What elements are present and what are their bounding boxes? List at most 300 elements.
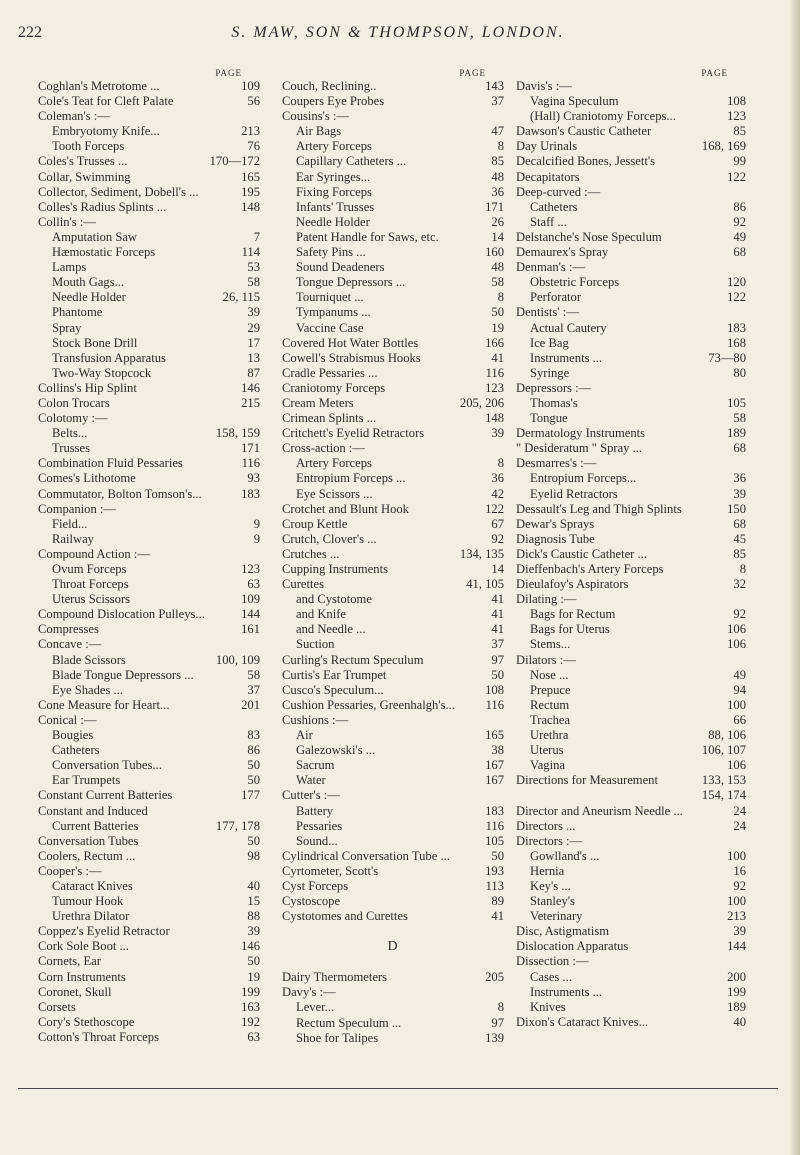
index-entry (38, 200, 260, 215)
entry-page: 106 (727, 758, 746, 773)
index-entry (516, 381, 746, 396)
index-entry (38, 502, 260, 517)
column-page-header: PAGE (701, 68, 728, 78)
index-entry (38, 668, 260, 683)
entry-label: Compound Action :— (38, 546, 150, 561)
entry-label: Cornets, Ear (38, 954, 101, 969)
entry-page: 37 (491, 637, 504, 652)
entry-page: 160 (485, 245, 504, 260)
index-entry (38, 864, 260, 879)
index-entry (38, 562, 260, 577)
entry-label: Nose ... (530, 667, 569, 682)
index-entry (38, 396, 260, 411)
entry-page: 122 (727, 169, 746, 184)
entry-label: Cole's Teat for Cleft Palate (38, 94, 174, 109)
entry-label: Infants' Trusses (296, 199, 375, 214)
index-entry (38, 834, 260, 849)
index-entry (38, 456, 260, 471)
entry-page: 122 (485, 501, 504, 516)
entry-label: Vagina (530, 758, 565, 773)
index-entry (38, 1030, 260, 1045)
index-entry (38, 487, 260, 502)
entry-label: Lamps (52, 260, 87, 275)
index-entry (516, 622, 746, 637)
index-entry (516, 879, 746, 894)
entry-label: Ice Bag (530, 335, 569, 350)
entry-page: 106 (727, 637, 746, 652)
entry-label: Tourniquet ... (296, 290, 364, 305)
entry-page: 133, 153 (701, 773, 746, 788)
entry-page: 116 (241, 456, 260, 471)
entry-page: 183 (485, 803, 504, 818)
index-entry (38, 139, 260, 154)
entry-label: Stanley's (530, 894, 575, 909)
entry-label: Eye Shades ... (52, 682, 123, 697)
index-entry (38, 305, 260, 320)
index-entry (282, 547, 504, 562)
entry-page: 92 (733, 214, 746, 229)
entry-label: (Hall) Craniotomy Forceps... (530, 109, 676, 124)
index-entry (516, 321, 746, 336)
entry-label: Shoe for Talipes (296, 1030, 379, 1045)
entry-label: and Cystotome (296, 592, 372, 607)
entry-label: Directions for Measurement (516, 773, 658, 788)
entry-page: 113 (485, 878, 504, 893)
entry-label: Crotchet and Blunt Hook (282, 501, 409, 516)
index-entry (516, 532, 746, 547)
entry-page: 114 (241, 245, 260, 260)
index-entry (516, 109, 746, 124)
column-page-header: PAGE (459, 68, 486, 78)
entry-page: 193 (485, 863, 504, 878)
index-entry (282, 879, 504, 894)
entry-label: Amputation Saw (52, 229, 138, 244)
entry-page: 171 (485, 199, 504, 214)
entry-page: 68 (733, 441, 746, 456)
entry-label: Companion :— (38, 501, 117, 516)
entry-label: Demaurex's Spray (516, 245, 609, 260)
index-entry (282, 637, 504, 652)
entry-label: Day Urinals (516, 139, 578, 154)
entry-label: Galezowski's ... (296, 743, 376, 758)
entry-page: 85 (733, 546, 746, 561)
entry-label: Combination Fluid Pessaries (38, 456, 183, 471)
index-entry (516, 124, 746, 139)
index-entry (282, 622, 504, 637)
index-entry (516, 426, 746, 441)
entry-page: 100 (727, 894, 746, 909)
index-entry (38, 532, 260, 547)
entry-label: Bags for Rectum (530, 607, 616, 622)
entry-label: Dermatology Instruments (516, 426, 646, 441)
entry-label: Ovum Forceps (52, 562, 127, 576)
entry-page: 108 (727, 94, 746, 109)
index-entry (38, 366, 260, 381)
index-entry (516, 985, 746, 1000)
entry-page: 165 (241, 169, 260, 184)
index-entry (516, 517, 746, 532)
entry-page: 205 (485, 970, 504, 985)
index-entry (282, 260, 504, 275)
entry-label: Coles's Trusses ... (38, 154, 128, 169)
entry-label: Safety Pins ... (296, 245, 366, 260)
entry-page: 50 (247, 954, 260, 969)
index-entry (516, 758, 746, 773)
index-entry (282, 713, 504, 728)
entry-label: Corsets (38, 999, 76, 1014)
page-edge (790, 0, 800, 1155)
entry-label: Crutch, Clover's ... (282, 531, 377, 546)
index-entry (516, 471, 746, 486)
entry-page: 144 (241, 607, 260, 622)
index-entry (516, 547, 746, 562)
entry-label: Cystoscope (282, 894, 341, 909)
entry-label: Cases ... (530, 969, 572, 984)
index-entry (516, 653, 746, 668)
entry-label: Pessaries (296, 818, 343, 833)
entry-label: Cusco's Speculum... (282, 682, 384, 697)
entry-page: 86 (247, 743, 260, 758)
index-entry (516, 366, 746, 381)
index-entry (38, 743, 260, 758)
entry-label: Coghlan's Metrotome ... (38, 79, 160, 93)
index-entry (282, 139, 504, 154)
index-entry (38, 894, 260, 909)
index-entry (38, 1000, 260, 1015)
entry-page: 38 (491, 743, 504, 758)
entry-label: Compound Dislocation Pulleys... (38, 607, 205, 622)
entry-page: 85 (491, 154, 504, 169)
entry-page: 116 (485, 365, 504, 380)
index-entry (282, 728, 504, 743)
index-entry (38, 773, 260, 788)
entry-page: 48 (491, 169, 504, 184)
entry-label: Stems... (530, 637, 571, 652)
index-entry (516, 351, 746, 366)
index-entry (516, 788, 746, 803)
index-entry (282, 985, 504, 1000)
entry-label: Director and Aneurism Needle ... (516, 803, 683, 818)
entry-page: 13 (247, 350, 260, 365)
entry-label: Dewar's Sprays (516, 516, 595, 531)
index-entry (516, 562, 746, 577)
index-entry (516, 305, 746, 320)
index-entry (282, 200, 504, 215)
index-entry (516, 185, 746, 200)
entry-label: Dessault's Leg and Thigh Splints (516, 501, 682, 516)
entry-label: Key's ... (530, 878, 571, 893)
entry-page: 63 (247, 577, 260, 592)
index-entry (516, 336, 746, 351)
entry-label: Corn Instruments (38, 969, 126, 984)
entry-label: Gowlland's ... (530, 848, 600, 863)
entry-label: Collar, Swimming (38, 169, 131, 184)
entry-page: 41, 105 (466, 577, 504, 592)
index-entry (38, 954, 260, 969)
entry-label: Dawson's Caustic Catheter (516, 124, 652, 139)
entry-page: 29 (247, 320, 260, 335)
entry-label: Colotomy :— (38, 411, 108, 426)
entry-label: Eye Scissors ... (296, 486, 373, 501)
index-entry (282, 864, 504, 879)
entry-label: Embryotomy Knife... (52, 124, 160, 139)
entry-page: 56 (247, 94, 260, 109)
entry-label: Thomas's (530, 395, 578, 410)
index-entry (282, 94, 504, 109)
index-entry (516, 139, 746, 154)
entry-page: 213 (727, 909, 746, 924)
entry-label: Depressors :— (516, 380, 592, 395)
entry-page: 105 (727, 395, 746, 410)
entry-page: 215 (241, 395, 260, 410)
index-entry (282, 305, 504, 320)
index-entry (38, 698, 260, 713)
entry-page: 19 (491, 320, 504, 335)
entry-page: 165 (485, 728, 504, 743)
entry-page: 80 (733, 365, 746, 380)
entry-page: 53 (247, 260, 260, 275)
entry-page: 170—172 (209, 154, 260, 169)
entry-page: 17 (247, 335, 260, 350)
entry-label: Decalcified Bones, Jessett's (516, 154, 656, 169)
index-entry (516, 215, 746, 230)
entry-page: 167 (485, 758, 504, 773)
entry-label: Cork Sole Boot ... (38, 939, 129, 954)
entry-label: Air (296, 728, 313, 743)
index-entry (282, 321, 504, 336)
entry-page: 19 (247, 969, 260, 984)
entry-page: 40 (733, 1014, 746, 1029)
entry-page: 94 (733, 682, 746, 697)
index-entry (282, 109, 504, 124)
entry-label: Entropium Forceps ... (296, 471, 406, 486)
index-entry (38, 819, 260, 834)
entry-label: Dentists' :— (516, 305, 579, 320)
index-entry (38, 970, 260, 985)
index-entry (282, 336, 504, 351)
bottom-rule (18, 1088, 778, 1089)
entry-label: Cone Measure for Heart... (38, 697, 170, 712)
entry-page: 9 (253, 516, 260, 531)
entry-page: 45 (733, 531, 746, 546)
entry-label: Denman's :— (516, 260, 586, 275)
index-entry (282, 683, 504, 698)
entry-page: 83 (247, 728, 260, 743)
entry-page: 39 (247, 305, 260, 320)
index-entry (38, 441, 260, 456)
index-entry (38, 849, 260, 864)
index-entry (38, 230, 260, 245)
index-entry (282, 381, 504, 396)
index-entry (516, 864, 746, 879)
index-entry (282, 502, 504, 517)
index-entry (516, 924, 746, 939)
index-entry (38, 109, 260, 124)
entry-page: 123 (727, 109, 746, 124)
entry-label: Bougies (52, 728, 94, 743)
entry-label: Syringe (530, 365, 570, 380)
index-entry (38, 637, 260, 652)
index-entry (282, 758, 504, 773)
index-entry (516, 773, 746, 788)
entry-label: Constant Current Batteries (38, 788, 173, 803)
entry-label: Stock Bone Drill (52, 335, 138, 350)
entry-page: 41 (491, 350, 504, 365)
entry-label: Conversation Tubes... (52, 758, 162, 773)
entry-label: Cystotomes and Curettes (282, 909, 408, 924)
entry-page: 199 (241, 984, 260, 999)
entry-page: 42 (491, 486, 504, 501)
entry-label: Colon Trocars (38, 395, 110, 410)
entry-page: 168, 169 (701, 139, 746, 154)
index-entry (516, 94, 746, 109)
entry-page: 171 (241, 441, 260, 456)
entry-page: 67 (491, 516, 504, 531)
index-entry (282, 653, 504, 668)
entry-label: Dieulafoy's Aspirators (516, 577, 629, 592)
entry-label: Disc, Astigmatism (516, 924, 610, 939)
index-entry (38, 713, 260, 728)
entry-label: Prepuce (530, 682, 571, 697)
index-entry (38, 245, 260, 260)
index-entry (282, 698, 504, 713)
entry-page: 177, 178 (215, 818, 260, 833)
entry-label: Craniotomy Forceps (282, 380, 386, 395)
entry-page: 120 (727, 275, 746, 290)
entry-page: 41 (491, 592, 504, 607)
entry-label: Cutter's :— (282, 788, 340, 803)
index-entry (38, 683, 260, 698)
entry-label: Dieffenbach's Artery Forceps (516, 562, 664, 576)
index-entry (516, 954, 746, 969)
entry-page: 37 (247, 682, 260, 697)
entry-label: Actual Cautery (530, 320, 607, 335)
entry-label: Sound... (296, 833, 338, 848)
index-entry (282, 970, 504, 985)
index-entry (516, 396, 746, 411)
entry-label: Conical :— (38, 712, 97, 727)
entry-page: 177 (241, 788, 260, 803)
entry-label: Davis's :— (516, 79, 572, 93)
entry-label: Deep-curved :— (516, 184, 601, 199)
entry-page: 195 (241, 184, 260, 199)
index-entry (282, 1000, 504, 1015)
entry-page: 50 (247, 758, 260, 773)
entry-page: 213 (241, 124, 260, 139)
index-entry (38, 622, 260, 637)
entry-page: 106 (727, 622, 746, 637)
index-entry (282, 366, 504, 381)
index-entry (516, 230, 746, 245)
entry-page: 76 (247, 139, 260, 154)
entry-label: Uterus (530, 743, 564, 758)
entry-page: 122 (727, 290, 746, 305)
entry-label: Needle Holder (296, 214, 370, 229)
index-entry (516, 79, 746, 94)
index-entry (38, 758, 260, 773)
entry-label: Hernia (530, 863, 565, 878)
index-entry (516, 1015, 746, 1030)
entry-page: 148 (241, 199, 260, 214)
entry-label: Throat Forceps (52, 577, 129, 592)
entry-page: 200 (727, 969, 746, 984)
index-entry (282, 909, 504, 924)
entry-page: 167 (485, 773, 504, 788)
entry-page: 97 (491, 652, 504, 667)
index-entry (282, 351, 504, 366)
entry-label: Rectum Speculum ... (296, 1015, 402, 1030)
entry-label: Water (296, 773, 326, 788)
index-entry (516, 683, 746, 698)
entry-label: Cylindrical Conversation Tube ... (282, 848, 450, 863)
entry-page: 154, 174 (701, 788, 746, 803)
entry-label: Dislocation Apparatus (516, 939, 629, 954)
entry-label: Tongue (530, 411, 568, 426)
entry-page: 106, 107 (701, 743, 746, 758)
index-entry (516, 894, 746, 909)
index-entry (282, 668, 504, 683)
index-entry (516, 909, 746, 924)
entry-label: Delstanche's Nose Speculum (516, 229, 662, 244)
index-entry (516, 245, 746, 260)
entry-page: 89 (491, 894, 504, 909)
entry-page: 58 (247, 667, 260, 682)
index-entry (516, 970, 746, 985)
entry-page: 41 (491, 622, 504, 637)
entry-label: Concave :— (38, 637, 102, 652)
entry-label: Vaccine Case (296, 320, 364, 335)
index-entry (38, 411, 260, 426)
entry-label: Conversation Tubes (38, 833, 139, 848)
index-entry (516, 290, 746, 305)
entry-page: 26, 115 (222, 290, 260, 305)
entry-label: Covered Hot Water Bottles (282, 335, 419, 350)
index-entry (516, 411, 746, 426)
index-entry (516, 743, 746, 758)
entry-page: 58 (247, 275, 260, 290)
entry-page: 99 (733, 154, 746, 169)
entry-page: 168 (727, 335, 746, 350)
index-entry (516, 713, 746, 728)
entry-label: Cataract Knives (52, 878, 133, 893)
entry-page: 183 (241, 486, 260, 501)
entry-page: 100 (727, 697, 746, 712)
entry-label: Cyst Forceps (282, 878, 349, 893)
index-entry (38, 788, 260, 803)
entry-page: 73—80 (708, 350, 746, 365)
entry-label: Railway (52, 531, 94, 546)
entry-label: Entropium Forceps... (530, 471, 637, 486)
entry-label: Coupers Eye Probes (282, 94, 385, 109)
entry-label: Obstetric Forceps (530, 275, 620, 290)
index-entry (516, 728, 746, 743)
entry-page: 98 (247, 848, 260, 863)
entry-label: Directors :— (516, 833, 583, 848)
entry-label: Coleman's :— (38, 109, 110, 124)
entry-label: Croup Kettle (282, 516, 348, 531)
index-entry (282, 290, 504, 305)
entry-page: 158, 159 (215, 426, 260, 441)
entry-page: 189 (727, 426, 746, 441)
entry-label: Coppez's Eyelid Retractor (38, 924, 170, 939)
entry-page: 40 (247, 878, 260, 893)
entry-label: Uterus Scissors (52, 592, 131, 607)
index-entry (282, 230, 504, 245)
entry-label: Hæmostatic Forceps (52, 245, 156, 260)
index-entry (282, 834, 504, 849)
index-entry (282, 396, 504, 411)
index-entry (282, 426, 504, 441)
